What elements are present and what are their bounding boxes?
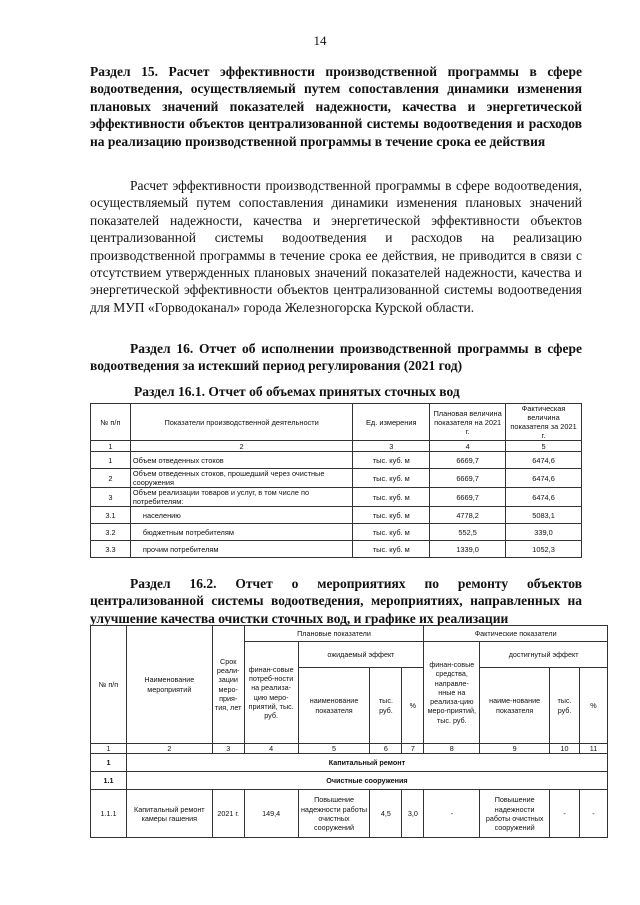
row-number: 2 [91, 469, 131, 488]
measures-table [90, 625, 608, 838]
row-fact: 6474,6 [506, 469, 582, 488]
table2-caption: Раздел 16.2. Отчет о мероприятиях по ремонту объектов централизованной системы водоотведения, мероприятиях, направленных на улучшение качества очистки сточных вод, и графике их реализации [90, 576, 582, 626]
table-header-row [91, 404, 582, 441]
header-name: Наименование мероприятий [126, 626, 212, 744]
header-num: № п/п [91, 626, 127, 744]
row-ach-percent: - [580, 790, 608, 838]
row-number: 3.3 [91, 541, 131, 558]
col-number: 5 [506, 441, 582, 452]
col-number: 6 [370, 744, 402, 754]
group-number: 1 [91, 754, 127, 772]
group-title: Капитальный ремонт [126, 754, 607, 772]
header-fact-finance: финан-совые средства, направле-нные на реализа-цию меро-приятий, тыс. руб. [424, 642, 480, 744]
row-unit: тыс. куб. м [353, 524, 430, 541]
row-number: 1.1.1 [91, 790, 127, 838]
row-unit: тыс. куб. м [353, 452, 430, 469]
subgroup-row [91, 772, 608, 790]
col-number: 7 [402, 744, 424, 754]
row-plan-finance: 149,4 [244, 790, 298, 838]
col-number: 2 [126, 744, 212, 754]
row-name: бюджетным потребителям [130, 524, 352, 541]
row-unit: тыс. куб. м [353, 507, 430, 524]
row-plan: 6669,7 [430, 452, 506, 469]
group-row [91, 754, 608, 772]
row-plan: 552,5 [430, 524, 506, 541]
col-number: 3 [353, 441, 430, 452]
column-number-row [91, 441, 582, 452]
col-number: 1 [91, 744, 127, 754]
row-thous: 4,5 [370, 790, 402, 838]
row-name: прочим потребителям [130, 541, 352, 558]
col-number: 11 [580, 744, 608, 754]
col-number: 1 [91, 441, 131, 452]
section15-title: Раздел 15. Расчет эффективности производственной программы в сфере водоотведения, осуществляемый путем сопоставления динамики изменения плановых значений показателей надежности, качества и энергетической эффективности объектов централизованной системы водоотведения и расходов на реализацию производственной программы в течение срока ее действия [90, 64, 582, 149]
row-term: 2021 г. [212, 790, 244, 838]
col-number: 9 [480, 744, 550, 754]
table-row [91, 541, 582, 558]
col-number: 10 [550, 744, 580, 754]
row-achieved-effect: Повышение надежности работы очистных сооружений [480, 790, 550, 838]
row-name: Объем отведенных стоков, прошедший через очистные сооружения [130, 469, 352, 488]
row-number: 3.2 [91, 524, 131, 541]
page-number: 14 [313, 33, 327, 48]
row-unit: тыс. куб. м [353, 541, 430, 558]
row-name: Объем реализации товаров и услуг, в том числе по потребителям: [130, 488, 352, 507]
row-fact: 339,0 [506, 524, 582, 541]
header-cell: № п/п [91, 404, 131, 441]
col-number: 8 [424, 744, 480, 754]
row-expected-effect: Повышение надежности работы очистных сооружений [298, 790, 370, 838]
row-name: населению [130, 507, 352, 524]
header-expected-effect: ожидаемый эффект [298, 642, 424, 668]
table-row [91, 469, 582, 488]
row-fact: 6474,6 [506, 452, 582, 469]
row-fact-finance: - [424, 790, 480, 838]
col-number: 2 [130, 441, 352, 452]
header-indicator-name-2: наиме-нование показателя [480, 668, 550, 744]
row-unit: тыс. куб. м [353, 488, 430, 507]
table1-caption: Раздел 16.1. Отчет об объемах принятых сточных вод [134, 384, 460, 399]
table-row [91, 790, 608, 838]
row-plan: 1339,0 [430, 541, 506, 558]
header-indicator-name: наименование показателя [298, 668, 370, 744]
row-unit: тыс. куб. м [353, 469, 430, 488]
row-plan: 6669,7 [430, 469, 506, 488]
row-ach-thous: - [550, 790, 580, 838]
header-percent: % [402, 668, 424, 744]
row-plan: 4778,2 [430, 507, 506, 524]
table-row [91, 452, 582, 469]
row-number: 3.1 [91, 507, 131, 524]
header-thous-rub-2: тыс. руб. [550, 668, 580, 744]
table-row [91, 524, 582, 541]
header-percent-2: % [580, 668, 608, 744]
header-plan-finance: финан-совые потреб-ности на реализа-цию меро-приятий, тыс. руб. [244, 642, 298, 744]
header-term: Срок реали-зации меро-прия-тия, лет [212, 626, 244, 744]
row-plan: 6669,7 [430, 488, 506, 507]
col-number: 4 [244, 744, 298, 754]
col-number: 4 [430, 441, 506, 452]
header-cell: Плановая величина показателя на 2021 г. [430, 404, 506, 441]
table-row [91, 507, 582, 524]
section16-title: Раздел 16. Отчет об исполнении производственной программы в сфере водоотведения за истекший период регулирования (2021 год) [90, 341, 582, 374]
header-fact: Фактические показатели [424, 626, 608, 642]
row-percent: 3,0 [402, 790, 424, 838]
row-name: Капитальный ремонт камеры гашения [126, 790, 212, 838]
row-fact: 6474,6 [506, 488, 582, 507]
column-number-row [91, 744, 608, 754]
row-number: 3 [91, 488, 131, 507]
header-plan: Плановые показатели [244, 626, 424, 642]
section15-body: Расчет эффективности производственной программы в сфере водоотведения, осуществляемый путем сопоставления динамики изменения плановых значений показателей надежности, качества и энергетической эффективности объектов централизованной системы водоотведения и расходов на реализацию производственной программы в течение срока ее действия, не приводится в связи с отсутствием утвержденных плановых значений показателей надежности, качества и энергетической эффективности объектов централизованной системы водоотведения для МУП «Горводоканал» города Железногорска Курской области. [90, 178, 582, 315]
header-cell: Фактическая величина показателя за 2021 г. [506, 404, 582, 441]
row-number: 1 [91, 452, 131, 469]
volume-table [90, 403, 582, 558]
header-thous-rub: тыс. руб. [370, 668, 402, 744]
row-name: Объем отведенных стоков [130, 452, 352, 469]
row-fact: 5083,1 [506, 507, 582, 524]
header-achieved-effect: достигнутый эффект [480, 642, 608, 668]
subgroup-title: Очистные сооружения [126, 772, 607, 790]
header-cell: Ед. измерения [353, 404, 430, 441]
col-number: 3 [212, 744, 244, 754]
header-cell: Показатели производственной деятельности [130, 404, 352, 441]
row-fact: 1052,3 [506, 541, 582, 558]
col-number: 5 [298, 744, 370, 754]
subgroup-number: 1.1 [91, 772, 127, 790]
table-row [91, 488, 582, 507]
